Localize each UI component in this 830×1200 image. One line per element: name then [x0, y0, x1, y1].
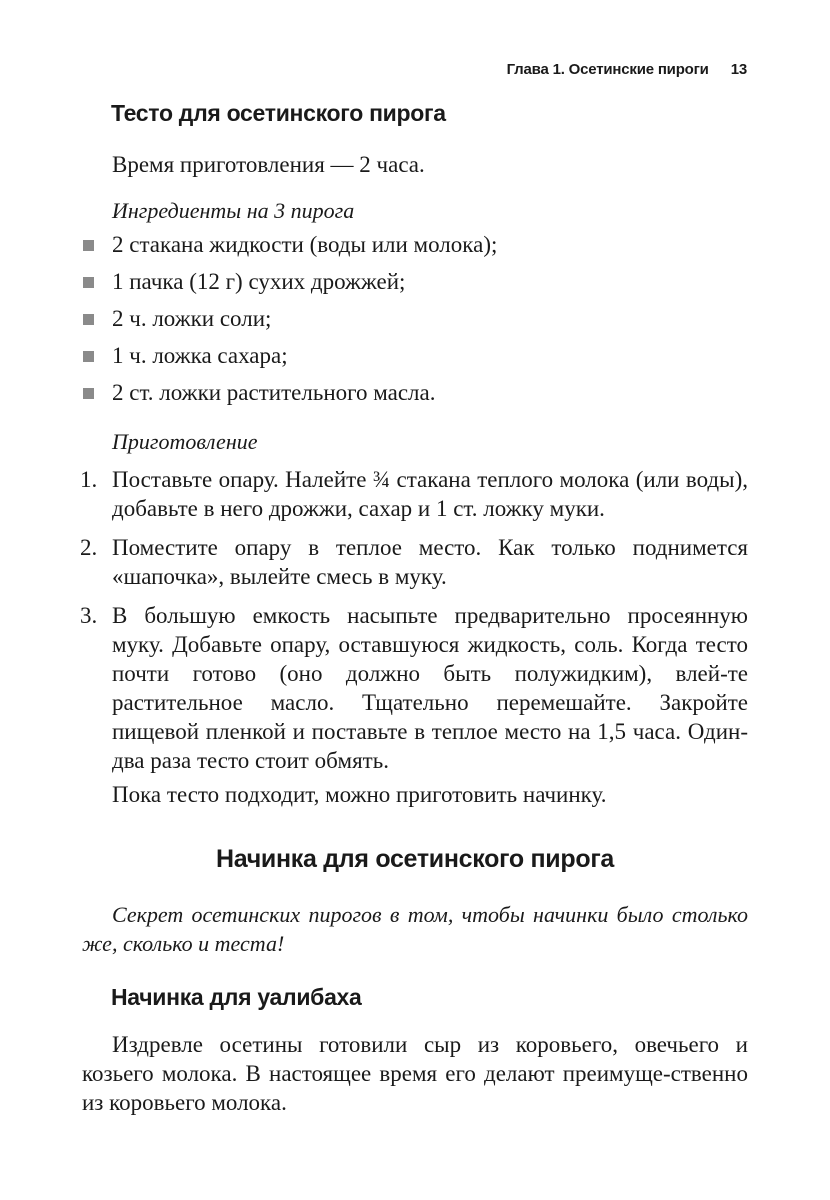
square-bullet-icon	[83, 351, 94, 362]
ingredient-text: 2 стакана жидкости (воды или молока);	[112, 232, 498, 257]
step-number: 3.	[80, 603, 98, 628]
page-number: 13	[730, 61, 747, 78]
square-bullet-icon	[83, 314, 94, 325]
cooking-time: Время приготовления — 2 часа.	[112, 152, 425, 177]
section-title-filling: Начинка для осетинского пирога	[215, 845, 615, 873]
square-bullet-icon	[83, 240, 94, 251]
epigraph: Секрет осетинских пирогов в том, чтобы начинки было столько же, сколько и теста!	[82, 902, 748, 956]
body-paragraph: Издревле осетины готовили сыр из коровьего, овечьего и козьего молока. В настоящее время его делают преимуще-ственно из коровьего молока.	[82, 1032, 748, 1115]
ingredients-heading: Ингредиенты на 3 пирога	[112, 198, 355, 223]
section-title-dough: Тесто для осетинского пирога	[111, 100, 446, 126]
square-bullet-icon	[83, 277, 94, 288]
ingredients-list	[0, 229, 830, 414]
step-number: 1.	[80, 467, 98, 492]
running-head	[507, 61, 747, 78]
step-number: 2.	[80, 535, 98, 560]
step-text: Поставьте опару. Налейте ¾ стакана теплого молока (или воды), добавьте в него дрожжи, сахар и 1 ст. ложку муки.	[112, 467, 748, 521]
square-bullet-icon	[83, 388, 94, 399]
preparation-heading: Приготовление	[112, 429, 258, 454]
step-item	[0, 465, 830, 523]
list-item	[0, 229, 830, 266]
section-title-ualibakh: Начинка для уалибаха	[111, 984, 362, 1010]
preparation-steps	[0, 465, 830, 785]
list-item	[0, 340, 830, 377]
note-paragraph: Пока тесто подходит, можно приготовить начинку.	[112, 782, 607, 807]
ingredient-text: 1 пачка (12 г) сухих дрожжей;	[112, 269, 406, 294]
step-item	[0, 533, 830, 591]
list-item	[0, 303, 830, 340]
ingredient-text: 2 ст. ложки растительного масла.	[112, 380, 436, 405]
ingredient-text: 1 ч. ложка сахара;	[112, 343, 288, 368]
step-text: В большую емкость насыпьте предварительно просеянную муку. Добавьте опару, оставшуюся жидкость, соль. Когда тесто почти готово (оно должно быть полужидким), влей-те растительное масло. Тщательно перемешайте. Закройте пищевой пленкой и поставьте в теплое место на 1,5 часа. Один-два раза тесто стоит обмять.	[112, 603, 748, 773]
list-item	[0, 266, 830, 303]
chapter-title: Глава 1. Осетинские пироги	[506, 61, 709, 78]
ingredient-text: 2 ч. ложки соли;	[112, 306, 272, 331]
list-item	[0, 377, 830, 414]
step-item	[0, 601, 830, 775]
step-text: Поместите опару в теплое место. Как только поднимется «шапочка», вылейте смесь в муку.	[112, 535, 748, 589]
